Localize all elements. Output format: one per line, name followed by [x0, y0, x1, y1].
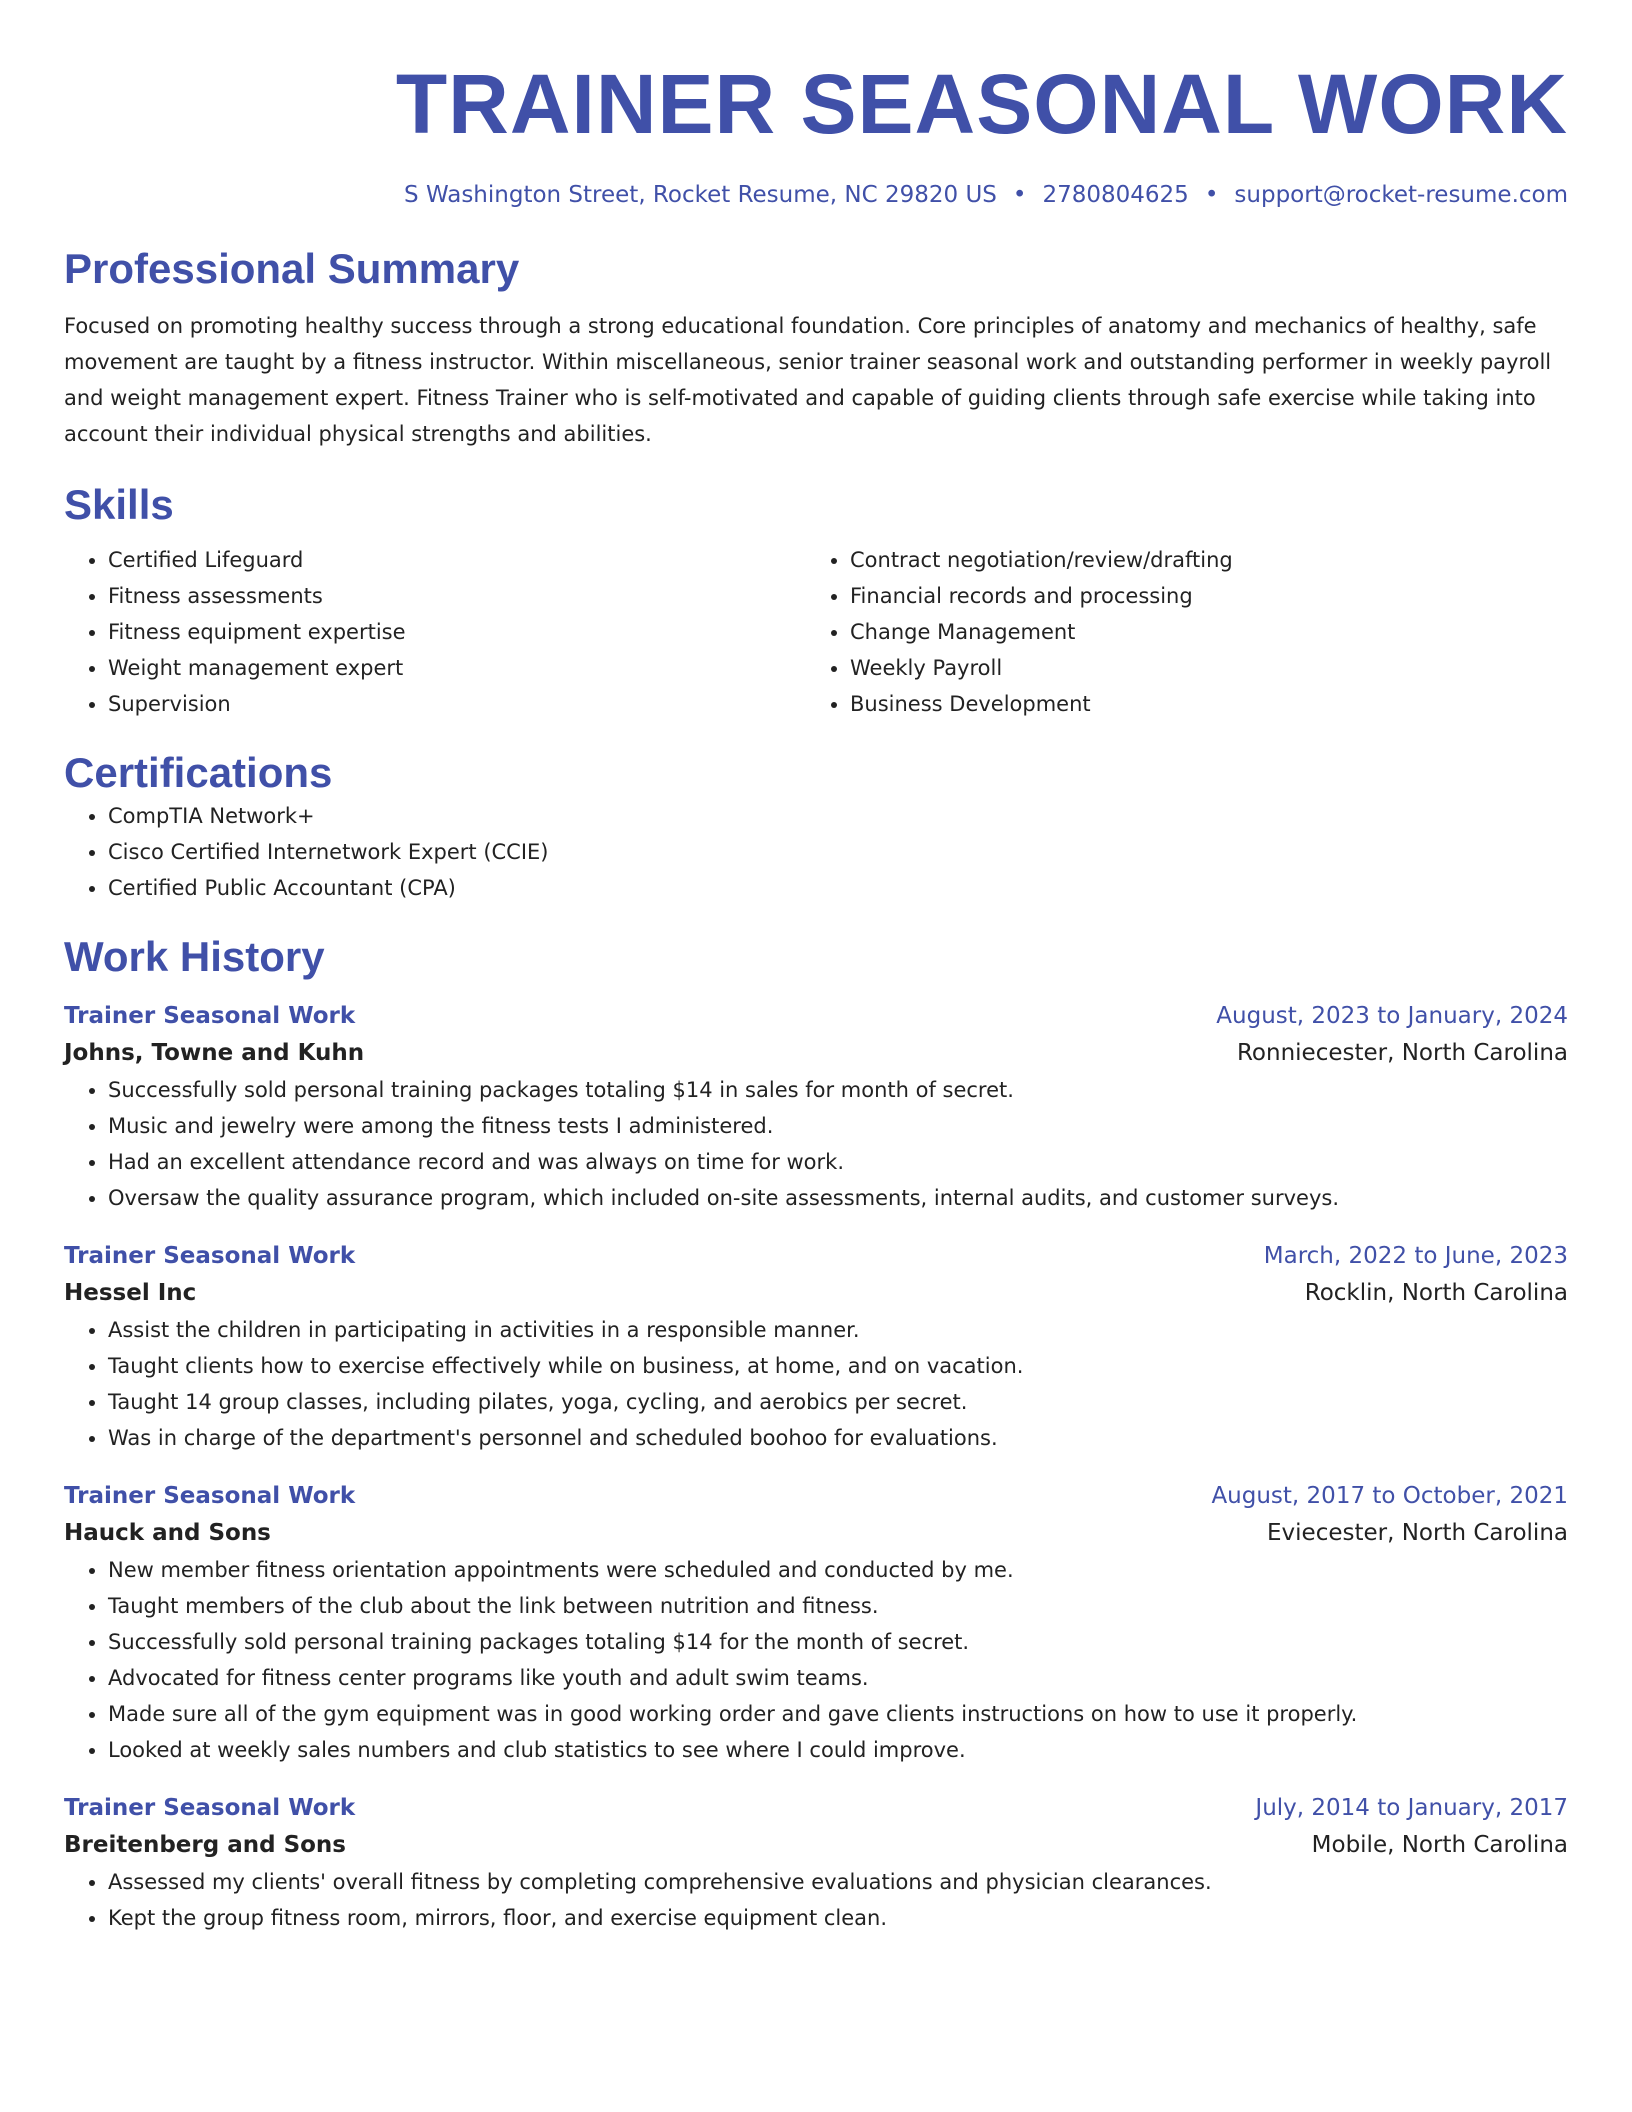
skill-item: • Supervision — [108, 686, 806, 722]
candidate-name: TRAINER SEASONAL WORK — [395, 57, 1568, 151]
summary-text: Focused on promoting healthy success through a strong educational foundation. Core principles of anatomy and mechanics of healthy, safe movement are taught by a fitness instructor. Within miscellaneous, senior trainer seasonal work and outstanding performer in weekly payroll and weight management expert. Fitness Trainer who is self-motivated and capable of guiding clients through safe exercise while taking into account their individual physical strengths and abilities. — [64, 314, 1552, 446]
job-title: Trainer Seasonal Work — [64, 1243, 356, 1269]
skill-item: • Change Management — [850, 614, 1548, 650]
job-bullets — [64, 1864, 1568, 1936]
job-title: Trainer Seasonal Work — [64, 1003, 356, 1029]
job-bullet: • Looked at weekly sales numbers and club statistics to see where I could improve. — [108, 1732, 1568, 1768]
skills-grid — [64, 542, 1568, 722]
job-company-row — [64, 1034, 1568, 1072]
contact-address: S Washington Street, Rocket Resume, NC 29820 US — [404, 182, 997, 208]
job-company-row — [64, 1514, 1568, 1552]
contact-separator: • — [1204, 182, 1219, 208]
job-dates: July, 2014 to January, 2017 — [1255, 1795, 1568, 1821]
skills-column-left — [64, 542, 806, 722]
job-bullet: • Kept the group fitness room, mirrors, floor, and exercise equipment clean. — [108, 1900, 1568, 1936]
skills-list-left — [64, 542, 806, 722]
skill-item: • Financial records and processing — [850, 578, 1548, 614]
job-bullet: • New member fitness orientation appointments were scheduled and conducted by me. — [108, 1552, 1568, 1588]
skills-list-right — [806, 542, 1548, 722]
job-location: Rocklin, North Carolina — [1304, 1280, 1568, 1306]
job-bullet: • Music and jewelry were among the fitness tests I administered. — [108, 1108, 1568, 1144]
job-bullet: • Assessed my clients' overall fitness by completing comprehensive evaluations and physician clearances. — [108, 1864, 1568, 1900]
job-title: Trainer Seasonal Work — [64, 1483, 356, 1509]
contact-separator: • — [1012, 182, 1027, 208]
job-entry — [64, 1790, 1568, 1936]
job-bullet: • Successfully sold personal training packages totaling $14 for the month of secret. — [108, 1624, 1568, 1660]
job-company: Breitenberg and Sons — [64, 1832, 346, 1858]
job-entry — [64, 1478, 1568, 1768]
work-history-heading: Work History — [64, 933, 325, 980]
job-bullet: • Taught 14 group classes, including pilates, yoga, cycling, and aerobics per secret. — [108, 1384, 1568, 1420]
certification-item: • CompTIA Network+ — [108, 798, 1568, 834]
job-header-row — [64, 998, 1568, 1034]
resume-header — [64, 56, 1568, 210]
job-company: Hauck and Sons — [64, 1520, 271, 1546]
skills-heading: Skills — [64, 481, 174, 528]
skill-item: • Weekly Payroll — [850, 650, 1548, 686]
skill-item: • Fitness assessments — [108, 578, 806, 614]
job-bullets — [64, 1312, 1568, 1456]
job-bullet: • Taught members of the club about the link between nutrition and fitness. — [108, 1588, 1568, 1624]
skill-item: • Certified Lifeguard — [108, 542, 806, 578]
skill-item: • Business Development — [850, 686, 1548, 722]
job-entry — [64, 1238, 1568, 1456]
skills-column-right — [806, 542, 1548, 722]
job-bullet: • Successfully sold personal training packages totaling $14 in sales for month of secret. — [108, 1072, 1568, 1108]
job-bullet: • Was in charge of the department's personnel and scheduled boohoo for evaluations. — [108, 1420, 1568, 1456]
job-title: Trainer Seasonal Work — [64, 1795, 356, 1821]
job-company-row — [64, 1826, 1568, 1864]
job-dates: March, 2022 to June, 2023 — [1263, 1243, 1568, 1269]
certifications-heading: Certifications — [64, 749, 333, 796]
job-bullets — [64, 1072, 1568, 1216]
job-header-row — [64, 1238, 1568, 1274]
contact-phone: 2780804625 — [1042, 182, 1189, 208]
skill-item: • Fitness equipment expertise — [108, 614, 806, 650]
skill-item: • Weight management expert — [108, 650, 806, 686]
job-bullet: • Oversaw the quality assurance program, which included on-site assessments, internal audits, and customer surveys. — [108, 1180, 1568, 1216]
job-company: Hessel Inc — [64, 1280, 197, 1306]
skill-item: • Contract negotiation/review/drafting — [850, 542, 1548, 578]
certifications-list — [64, 798, 1568, 906]
job-location: Eviecester, North Carolina — [1267, 1520, 1568, 1546]
job-location: Mobile, North Carolina — [1311, 1832, 1568, 1858]
job-company: Johns, Towne and Kuhn — [64, 1040, 365, 1066]
contact-email: support@rocket-resume.com — [1234, 182, 1568, 208]
work-history-list — [64, 998, 1568, 1936]
job-location: Ronniecester, North Carolina — [1236, 1040, 1568, 1066]
job-entry — [64, 998, 1568, 1216]
job-header-row — [64, 1790, 1568, 1826]
job-bullet: • Made sure all of the gym equipment was in good working order and gave clients instructions on how to use it properly. — [108, 1696, 1568, 1732]
job-header-row — [64, 1478, 1568, 1514]
job-dates: August, 2017 to October, 2021 — [1211, 1483, 1568, 1509]
contact-line — [64, 180, 1568, 210]
job-bullets — [64, 1552, 1568, 1768]
summary-heading: Professional Summary — [64, 245, 520, 292]
certification-item: • Cisco Certified Internetwork Expert (CCIE) — [108, 834, 1568, 870]
job-bullet: • Advocated for fitness center programs like youth and adult swim teams. — [108, 1660, 1568, 1696]
job-bullet: • Had an excellent attendance record and was always on time for work. — [108, 1144, 1568, 1180]
job-company-row — [64, 1274, 1568, 1312]
certification-item: • Certified Public Accountant (CPA) — [108, 870, 1568, 906]
job-bullet: • Taught clients how to exercise effectively while on business, at home, and on vacation. — [108, 1348, 1568, 1384]
job-dates: August, 2023 to January, 2024 — [1216, 1003, 1568, 1029]
job-bullet: • Assist the children in participating in activities in a responsible manner. — [108, 1312, 1568, 1348]
